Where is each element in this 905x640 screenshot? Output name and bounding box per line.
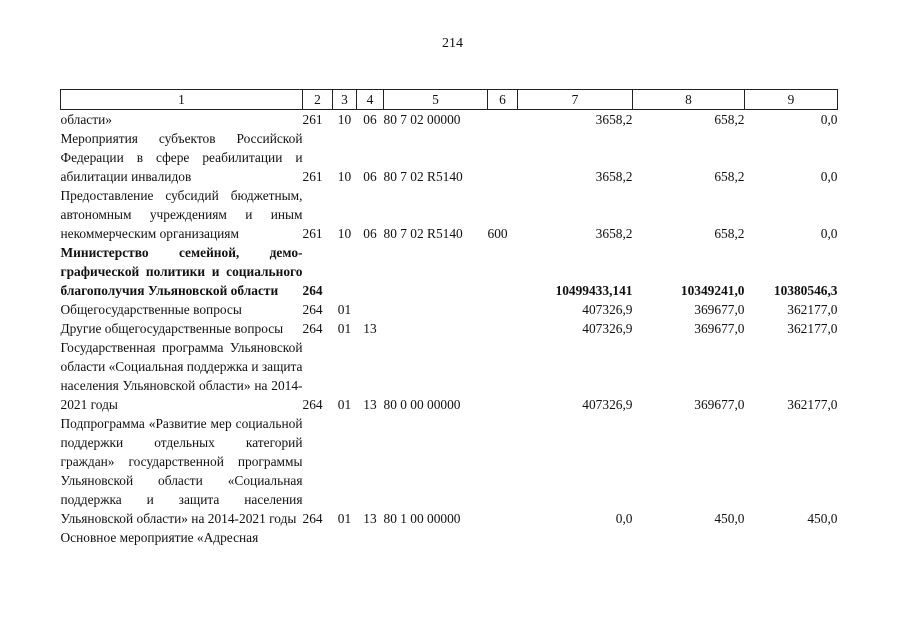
row-expense-type — [488, 414, 518, 528]
row-name: Подпрограмма «Развитие мер социальной поддержки отдельных категорий граждан» государственной программы Ульяновской области «Социальная поддержка и защита населения Ульяновской области» на 2014-2021 годы — [60, 416, 303, 526]
row-amount-2: 10349241,0 — [680, 283, 745, 298]
row-amount-3: 0,0 — [820, 169, 838, 184]
row-subsection — [357, 528, 384, 547]
row-amount-3: 450,0 — [807, 511, 838, 526]
row-amount-2: 369677,0 — [694, 397, 745, 412]
row-admin-code: 261 — [302, 169, 323, 184]
row-amount-1: 0,0 — [615, 511, 633, 526]
row-amount-3: 362177,0 — [787, 321, 838, 336]
column-header-5: 5 — [384, 90, 488, 110]
row-expense-type — [488, 300, 518, 319]
row-section: 10 — [337, 226, 352, 241]
row-admin-code: 264 — [302, 321, 323, 336]
row-section: 01 — [337, 321, 352, 336]
row-amount-1: 3658,2 — [595, 226, 633, 241]
column-header-3: 3 — [333, 90, 357, 110]
table-row — [61, 186, 838, 243]
row-amount-3 — [745, 528, 838, 547]
row-section: 01 — [337, 302, 352, 317]
table-row — [61, 319, 838, 338]
row-expense-type — [488, 110, 518, 130]
column-header-4: 4 — [357, 90, 384, 110]
row-target-article: 80 0 00 00000 — [383, 397, 461, 412]
row-name: Общегосударственные вопросы — [60, 302, 242, 317]
column-header-6: 6 — [488, 90, 518, 110]
budget-table — [60, 89, 838, 547]
row-amount-1: 407326,9 — [582, 321, 633, 336]
row-subsection: 06 — [363, 226, 377, 241]
row-section — [333, 243, 357, 300]
row-amount-1: 3658,2 — [595, 112, 633, 127]
row-admin-code: 264 — [302, 397, 323, 412]
row-target-article — [384, 243, 488, 300]
column-header-1: 1 — [61, 90, 303, 110]
row-expense-type — [488, 319, 518, 338]
row-amount-1 — [518, 528, 633, 547]
row-name: области» — [60, 112, 112, 127]
row-expense-type — [488, 129, 518, 186]
row-expense-type — [488, 338, 518, 414]
row-target-article: 80 7 02 R5140 — [383, 226, 463, 241]
table-row — [61, 414, 838, 528]
table-row — [61, 129, 838, 186]
row-name: Предоставление субсидий бюджетным, автономным учреждениям и иным некоммерческим организациям — [60, 188, 303, 241]
table-header-row — [61, 90, 838, 110]
table-row — [61, 110, 838, 130]
row-name: Основное мероприятие «Адресная — [60, 530, 259, 545]
row-amount-3: 0,0 — [820, 226, 838, 241]
row-admin-code: 264 — [302, 302, 323, 317]
row-target-article — [384, 300, 488, 319]
column-header-9: 9 — [745, 90, 838, 110]
row-amount-2 — [633, 528, 745, 547]
row-amount-3: 362177,0 — [787, 397, 838, 412]
row-amount-1: 407326,9 — [582, 302, 633, 317]
row-section: 01 — [337, 511, 352, 526]
row-admin-code: 261 — [302, 112, 323, 127]
row-name: Государственная программа Ульяновской области «Социальная поддержка и защита населения Ульяновской области» на 2014-2021 годы — [60, 340, 303, 412]
row-section: 10 — [337, 169, 352, 184]
page-number: 214 — [442, 36, 463, 51]
row-target-article — [384, 319, 488, 338]
row-target-article: 80 7 02 00000 — [383, 112, 461, 127]
row-expense-type: 600 — [487, 226, 508, 241]
row-amount-3: 10380546,3 — [773, 283, 838, 298]
row-admin-code — [303, 528, 333, 547]
table-row — [61, 338, 838, 414]
row-subsection — [357, 243, 384, 300]
row-amount-3: 362177,0 — [787, 302, 838, 317]
column-header-7: 7 — [518, 90, 633, 110]
row-section — [333, 528, 357, 547]
row-target-article: 80 7 02 R5140 — [383, 169, 463, 184]
row-subsection — [357, 300, 384, 319]
row-amount-1: 3658,2 — [595, 169, 633, 184]
row-amount-1: 10499433,141 — [555, 283, 633, 298]
row-subsection: 13 — [363, 397, 377, 412]
row-amount-2: 369677,0 — [694, 321, 745, 336]
row-target-article: 80 1 00 00000 — [383, 511, 461, 526]
row-amount-1: 407326,9 — [582, 397, 633, 412]
row-expense-type — [488, 243, 518, 300]
row-admin-code: 264 — [302, 511, 323, 526]
row-expense-type — [488, 528, 518, 547]
row-target-article — [384, 528, 488, 547]
row-subsection: 13 — [363, 321, 377, 336]
table-row — [61, 528, 838, 547]
row-amount-2: 450,0 — [714, 511, 745, 526]
row-name: Министерство семейной, демографической политики и социального благополучия Ульяновской области — [60, 245, 303, 298]
row-section: 10 — [337, 112, 352, 127]
row-subsection: 06 — [363, 112, 377, 127]
row-amount-2: 658,2 — [714, 169, 745, 184]
row-amount-3: 0,0 — [820, 112, 838, 127]
row-amount-2: 658,2 — [714, 112, 745, 127]
row-subsection: 13 — [363, 511, 377, 526]
row-amount-2: 658,2 — [714, 226, 745, 241]
row-subsection: 06 — [363, 169, 377, 184]
row-admin-code: 264 — [302, 283, 323, 298]
table-row — [61, 300, 838, 319]
row-section: 01 — [337, 397, 352, 412]
row-name: Мероприятия субъектов Российской Федерации в сфере реабилитации и абилитации инвалидов — [60, 131, 303, 184]
table-row — [61, 243, 838, 300]
column-header-2: 2 — [303, 90, 333, 110]
row-name: Другие общегосударственные вопросы — [60, 321, 284, 336]
column-header-8: 8 — [633, 90, 745, 110]
row-admin-code: 261 — [302, 226, 323, 241]
row-amount-2: 369677,0 — [694, 302, 745, 317]
